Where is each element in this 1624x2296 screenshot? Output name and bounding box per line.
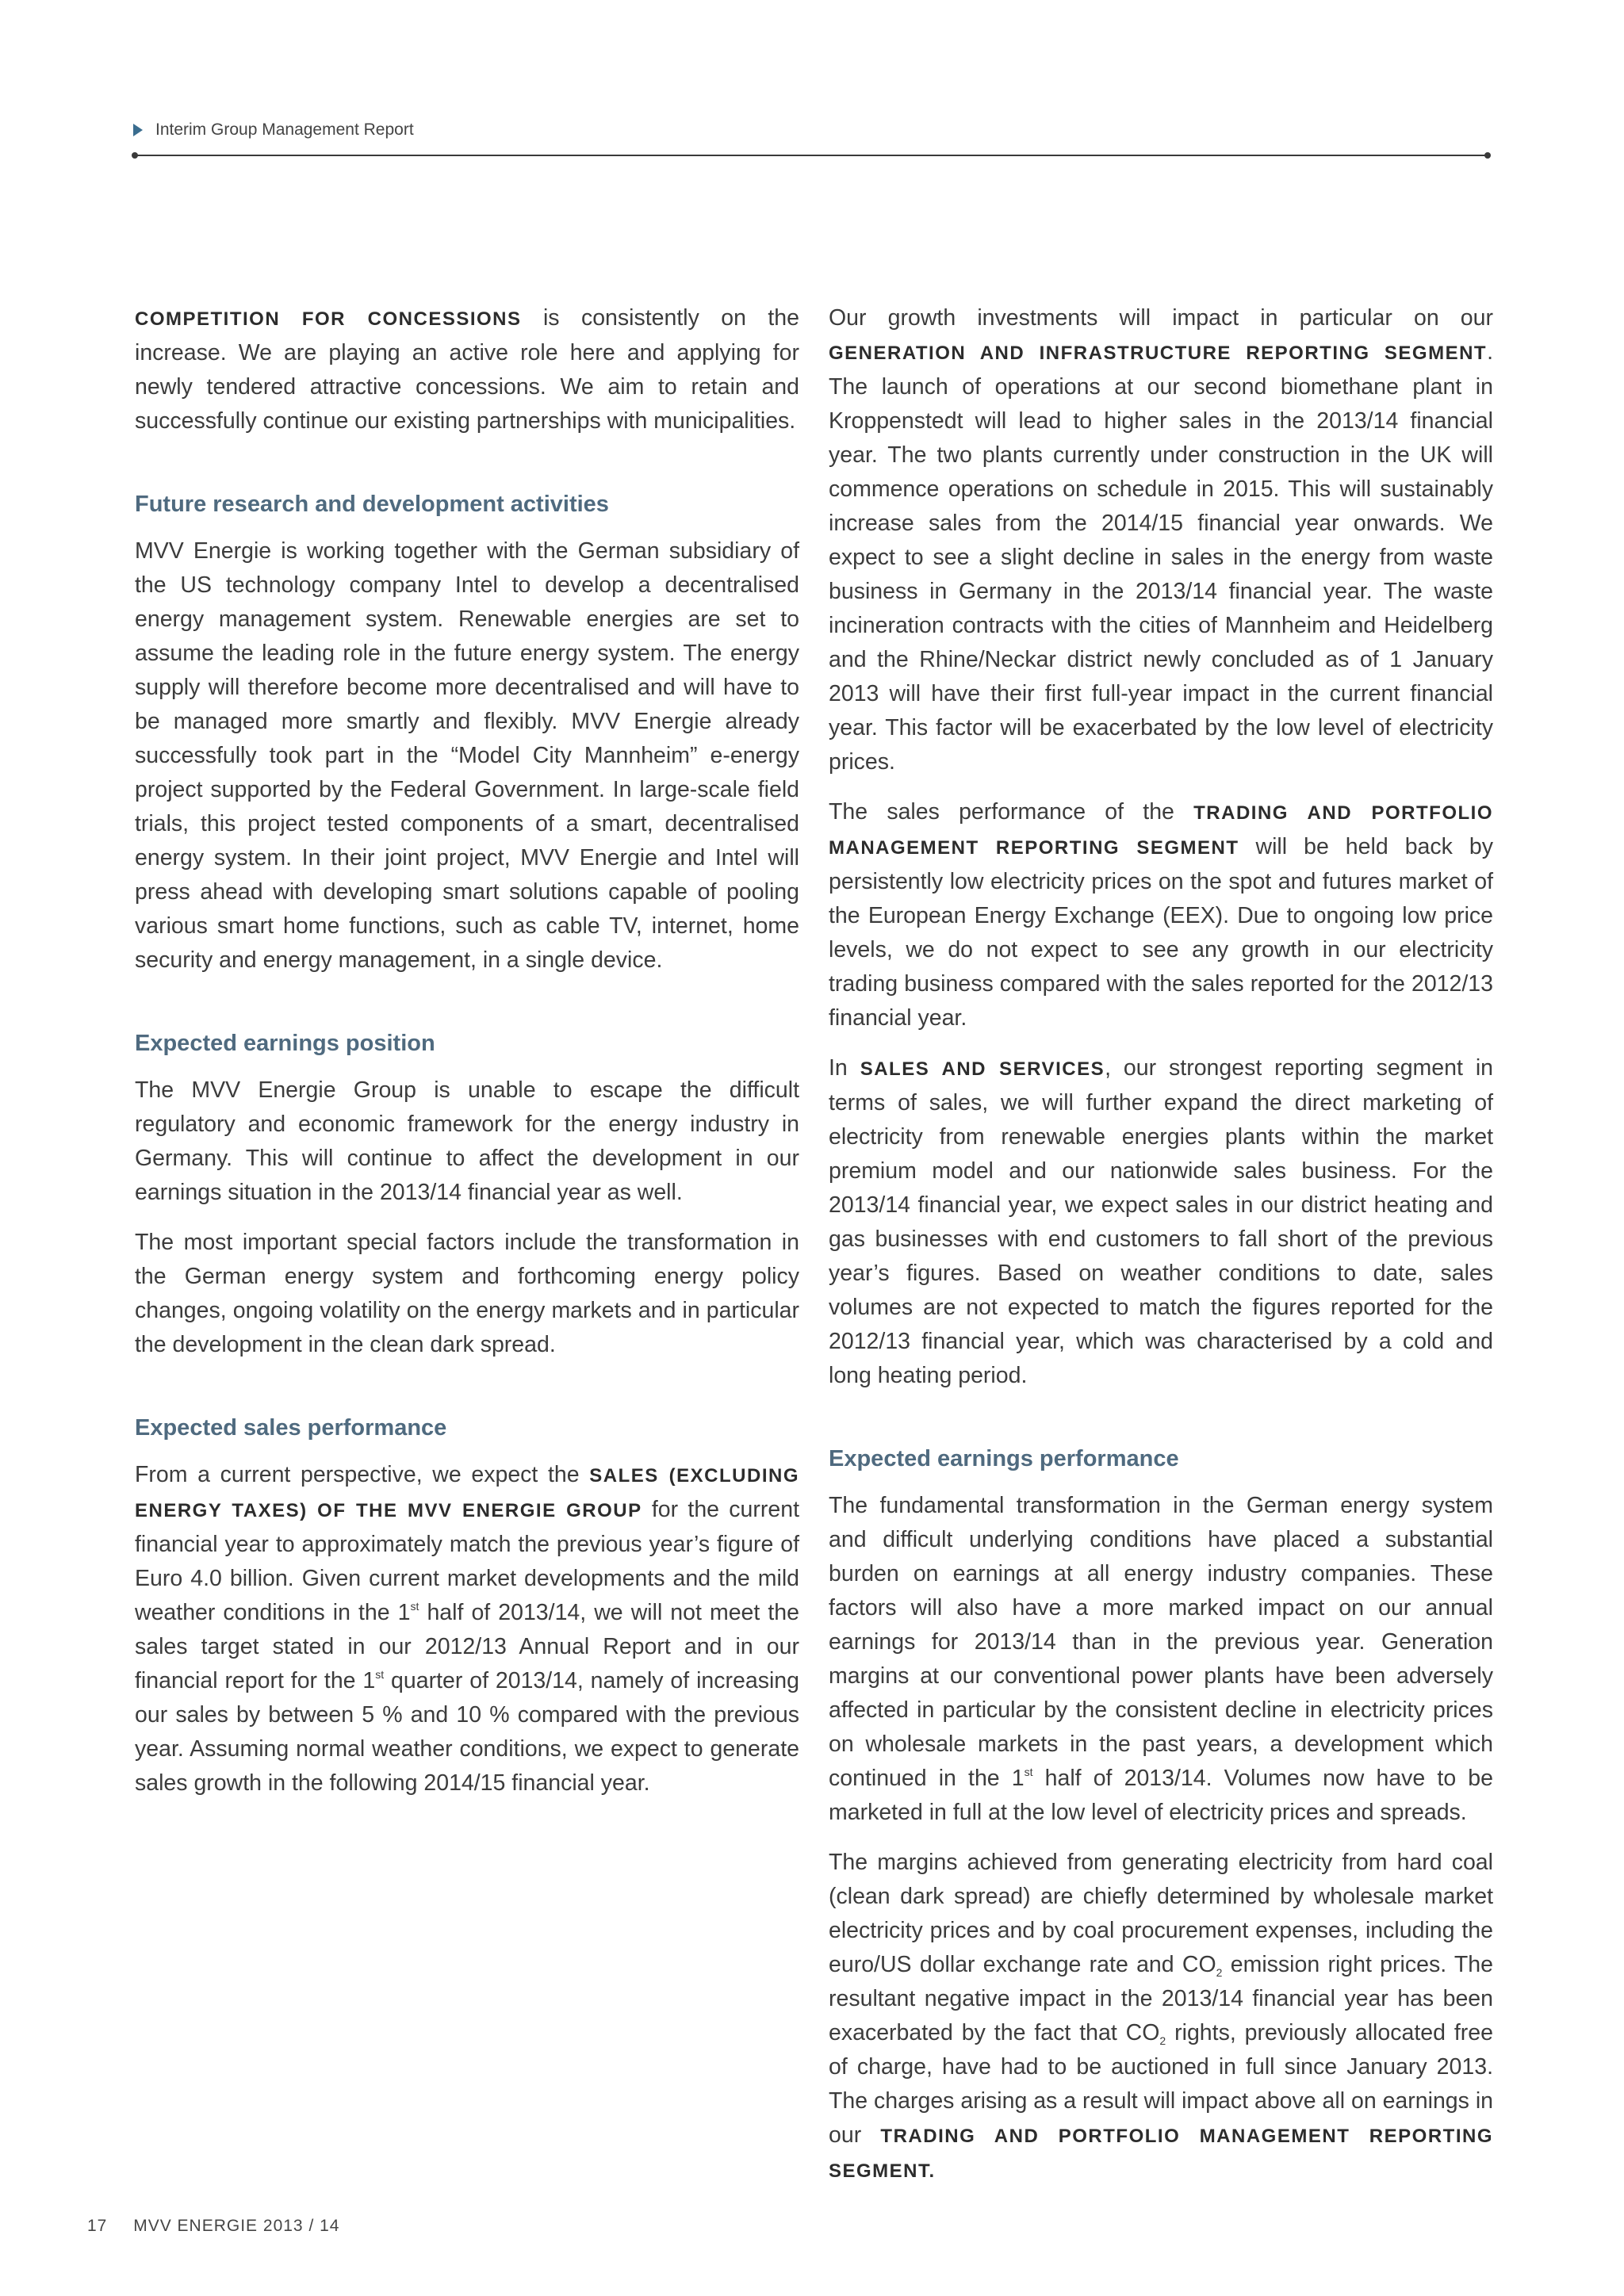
sales-services-text-b: , our strongest reporting segment in terms of sales, we will further expand the direct marketing of electricity from renewable energies plants within the market premium model and our nationwide sales business. For the 2013/14 financial year, we expect sales in our district heating and gas businesses with end customers to fall short of the previous year’s figures. Based on weather conditions to date, sales volumes are not expected to match the figures reported for the 2012/13 financial year, which was characterised by a cold and long heating period. bbox=[829, 1055, 1493, 1388]
sales-sup-1: st bbox=[410, 1600, 419, 1613]
perf2-text-c: rights, previously allocated free of charge, have had to be auctioned in full since January 2013. The charges arising as a result will impact above all on earnings in our bbox=[829, 2020, 1494, 2148]
earnings-performance-paragraph-1 bbox=[829, 1489, 1493, 1830]
sales-text-a: From a current perspective, we expect the bbox=[135, 1462, 590, 1487]
heading-sales: Expected sales performance bbox=[135, 1415, 447, 1441]
header-rule bbox=[135, 155, 1488, 156]
perf2-text-a: The margins achieved from generating electricity from hard coal (clean dark spread) are chiefly determined by wholesale market electricity prices and by coal procurement expenses, including the euro/US dollar exchange rate and CO bbox=[829, 1850, 1493, 1977]
sales-text-c: half of 2013/14, we will not meet the sales target stated in our 2012/13 Annual Report and in our financial report for the 1 bbox=[135, 1600, 799, 1693]
right-column bbox=[829, 301, 1493, 2204]
left-column bbox=[135, 301, 799, 1816]
research-paragraph: MVV Energie is working together with the German subsidiary of the US technology company Intel to develop a decentralised energy management system. Renewable energies are set to assume the leading role in the future energy system. The energy supply will therefore become more decentralised and will have to be managed more smartly and flexibly. MVV Energie already successfully took part in the “Model City Mannheim” e-energy project supported by the Federal Government. In large-scale field trials, this project tested components of a smart, decentralised energy system. In their joint project, MVV Energie and Intel will press ahead with developing smart solutions capable of pooling various smart home functions, such as cable TV, internet, home security and energy management, in a single device. bbox=[135, 538, 799, 973]
perf1-text-b: half of 2013/14. Volumes now have to be marketed in full at the low level of electricity prices and spreads. bbox=[829, 1766, 1493, 1825]
heading-earnings-performance: Expected earnings performance bbox=[829, 1446, 1179, 1471]
perf2-lead: TRADING AND PORTFOLIO MANAGEMENT REPORTING SEGMENT. bbox=[829, 2126, 1493, 2182]
perf1-text-a: The fundamental transformation in the German energy system and difficult underlying conditions have placed a substantial burden on earnings at all energy industry companies. These factors will also have a more marked impact on our annual earnings for 2013/14 than in the previous year. Generation margins at our conventional power plants have been adversely affected in particular by the consistent decline in electricity prices on wholesale markets in the past years, a development which continued in the 1 bbox=[829, 1493, 1493, 1791]
earnings-performance-paragraph-2 bbox=[829, 1846, 1493, 2188]
triangle-bullet-icon bbox=[133, 124, 143, 136]
generation-lead: GENERATION AND INFRASTRUCTURE REPORTING SEGMENT bbox=[829, 342, 1488, 364]
concessions-paragraph bbox=[135, 301, 799, 438]
generation-paragraph bbox=[829, 301, 1493, 779]
page-number: 17 bbox=[87, 2217, 108, 2235]
sales-sup-2: st bbox=[375, 1668, 385, 1681]
perf2-sub-2: 2 bbox=[1159, 2034, 1166, 2047]
sales-lead: SALES (EXCLUDING ENERGY TAXES) OF THE MVV ENERGIE GROUP bbox=[135, 1465, 799, 1521]
sales-services-lead: SALES AND SERVICES bbox=[860, 1058, 1105, 1080]
trading-lead: TRADING AND PORTFOLIO MANAGEMENT REPORTING SEGMENT bbox=[829, 802, 1493, 859]
perf1-sup: st bbox=[1024, 1766, 1033, 1778]
trading-text-a: The sales performance of the bbox=[829, 799, 1194, 825]
header-title: Interim Group Management Report bbox=[155, 121, 414, 139]
trading-paragraph bbox=[829, 795, 1493, 1035]
earnings-position-paragraph-2: The most important special factors include the transformation in the German energy system and forthcoming energy policy changes, ongoing volatility on the energy markets and in particular the development in the clean dark spread. bbox=[135, 1230, 799, 1357]
trading-text-b: will be held back by persistently low electricity prices on the spot and futures market of the European Energy Exchange (EEX). Due to ongoing low price levels, we do not expect to see any growth in our electricity trading business compared with the sales reported for the 2012/13 financial year. bbox=[829, 834, 1493, 1031]
page-footer bbox=[87, 2217, 339, 2236]
concessions-text: is consistently on the increase. We are playing an active role here and applying for newly tendered attractive concessions. We aim to retain and successfully continue our existing partnerships with municipalities. bbox=[135, 305, 799, 434]
generation-text-b: . The launch of operations at our second biomethane plant in Kroppenstedt will lead to higher sales in the 2013/14 financial year. The two plants currently under construction in the UK will commence operations on schedule in 2015. This will sustainably increase sales from the 2014/15 financial year onwards. We expect to see a slight decline in sales in the energy from waste business in Germany in the 2013/14 financial year. The waste incineration contracts with the cities of Mannheim and Heidelberg and the Rhine/Neckar district newly concluded as of 1 January 2013 will have their first full-year impact in the current financial year. This factor will be exacerbated by the low level of electricity prices. bbox=[829, 339, 1493, 775]
sales-services-paragraph bbox=[829, 1051, 1493, 1393]
earnings-position-paragraph-1: The MVV Energie Group is unable to escape the difficult regulatory and economic framework for the energy industry in Germany. This will continue to affect the development in our earnings situation in the 2013/14 financial year as well. bbox=[135, 1077, 799, 1205]
heading-earnings-position: Expected earnings position bbox=[135, 1031, 435, 1056]
perf2-sub-1: 2 bbox=[1216, 1966, 1223, 1979]
running-header bbox=[133, 121, 414, 140]
concessions-lead: COMPETITION FOR CONCESSIONS bbox=[135, 308, 522, 330]
sales-text-d: quarter of 2013/14, namely of increasing our sales by between 5 % and 10 % compared with the previous year. Assuming normal weather conditions, we expect to generate sales growth in the following 2014/15 financial year. bbox=[135, 1668, 799, 1796]
rule-dot-right-icon bbox=[1484, 152, 1491, 159]
rule-dot-left-icon bbox=[132, 152, 138, 159]
publication-title: MVV ENERGIE 2013 / 14 bbox=[133, 2217, 340, 2235]
sales-text-b: for the current financial year to approximately match the previous year’s figure of Euro 4.0 billion. Given current market developments and the mild weather conditions in the 1 bbox=[135, 1497, 799, 1625]
sales-paragraph bbox=[135, 1458, 799, 1800]
perf2-text-b: emission right prices. The resultant negative impact in the 2013/14 financial year has been exacerbated by the fact that CO bbox=[829, 1952, 1493, 2045]
generation-text-a: Our growth investments will impact in particular on our bbox=[829, 305, 1493, 331]
heading-research: Future research and development activities bbox=[135, 492, 609, 517]
sales-services-text-a: In bbox=[829, 1055, 860, 1081]
